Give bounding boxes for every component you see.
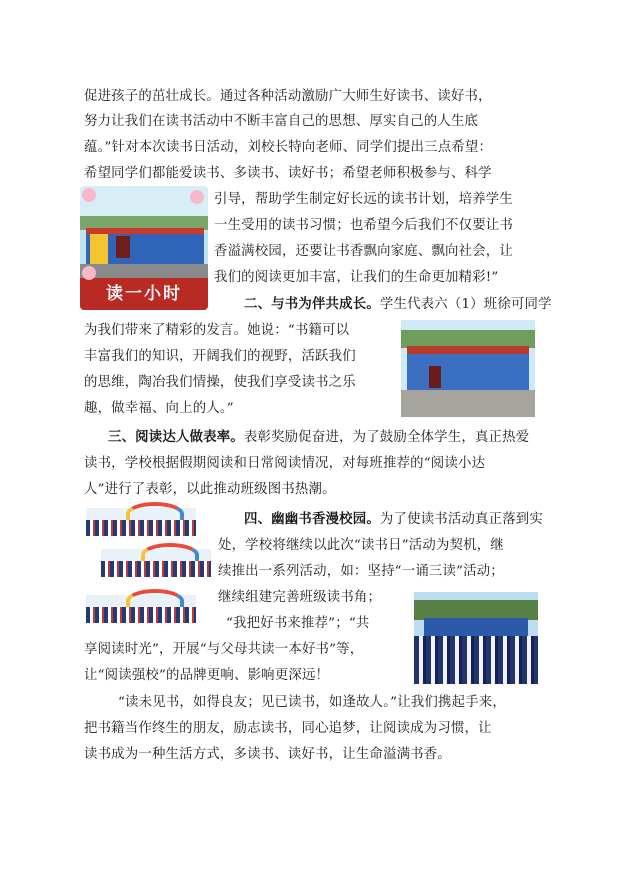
text-line: 读书成为一种生活方式，多读书、读好书，让生命溢满书香。 xyxy=(84,747,451,762)
text-line: 希望同学们都能爱读书、多读书、读好书；希望老师积极参与、科学 xyxy=(84,166,492,181)
text-line: 处，学校将继续以此次“读书日”活动为契机，继 xyxy=(218,538,504,553)
text-line: “读未见书，如得良友；见已读书，如逢故人。”让我们携起手来， xyxy=(118,695,506,710)
text-line: 续推出一系列活动，如：坚持“一诵三读”活动； xyxy=(218,564,504,579)
text-line: 蕴。”针对本次读书日活动，刘校长特向老师、同学们提出三点希望： xyxy=(84,140,493,155)
text-line: 我们的阅读更加丰富，让我们的生命更加精彩!” xyxy=(214,270,499,285)
text-line: 人”进行了表彰，以此推动班级图书热潮。 xyxy=(84,482,336,497)
assembly-photo xyxy=(414,592,538,684)
text-line: 一生受用的读书习惯；也希望今后我们不仅要让书 xyxy=(214,218,513,233)
text-line: 的思维，陶冶我们情操，使我们享受读书之乐 xyxy=(84,375,356,390)
award-photo xyxy=(86,595,196,623)
section-heading-4 xyxy=(244,510,543,529)
heading-text: 为了使读书活动真正落到实 xyxy=(379,512,543,527)
award-photo xyxy=(101,549,211,577)
text-line: 趣，做幸福、向上的人。” xyxy=(84,401,234,416)
heading-title: 四、幽幽书香漫校园。 xyxy=(244,511,380,527)
text-line: 努力让我们在读书活动中不断丰富自己的思想、厚实自己的人生底 xyxy=(84,114,479,129)
stage-photo xyxy=(80,186,208,310)
text-line: 为我们带来了精彩的发言。她说：“书籍可以 xyxy=(84,323,350,338)
text-line: 促进孩子的茁壮成长。通过各种活动激励广大师生好读书、读好书， xyxy=(84,89,492,104)
award-photo xyxy=(86,508,196,536)
speech-photo xyxy=(401,320,535,417)
text-line: 继续组建完善班级读书角； xyxy=(218,590,382,605)
heading-text: 表彰奖励促奋进，为了鼓励全体学生，真正热爱 xyxy=(243,430,530,445)
text-line: 丰富我们的知识，开阔我们的视野，活跃我们 xyxy=(84,349,356,364)
text-line: 引导，帮助学生制定好长远的读书计划，培养学生 xyxy=(214,192,513,207)
text-line: 让“阅读强校”的品牌更响、影响更深远！ xyxy=(84,668,330,683)
photo-banner-text: 读一小时 xyxy=(80,278,208,310)
text-line: 读书，学校根据假期阅读和日常阅读情况，对每班推荐的“阅读小达 xyxy=(84,456,486,471)
text-line: 把书籍当作终生的朋友，励志读书，同心追梦，让阅读成为习惯，让 xyxy=(84,721,492,736)
text-line: 香溢满校园，还要让书香飘向家庭、飘向社会，让 xyxy=(214,244,513,259)
heading-title: 二、与书为伴共成长。 xyxy=(244,296,380,312)
text-line: “我把好书来推荐”；“共 xyxy=(226,616,370,631)
text-line: 享阅读时光”，开展“与父母共读一本好书”等， xyxy=(84,642,364,657)
section-heading-2 xyxy=(244,295,552,314)
heading-title: 三、阅读达人做表率。 xyxy=(108,429,244,445)
section-heading-3 xyxy=(108,428,529,447)
heading-text: 学生代表六（1）班徐可同学 xyxy=(379,297,552,312)
